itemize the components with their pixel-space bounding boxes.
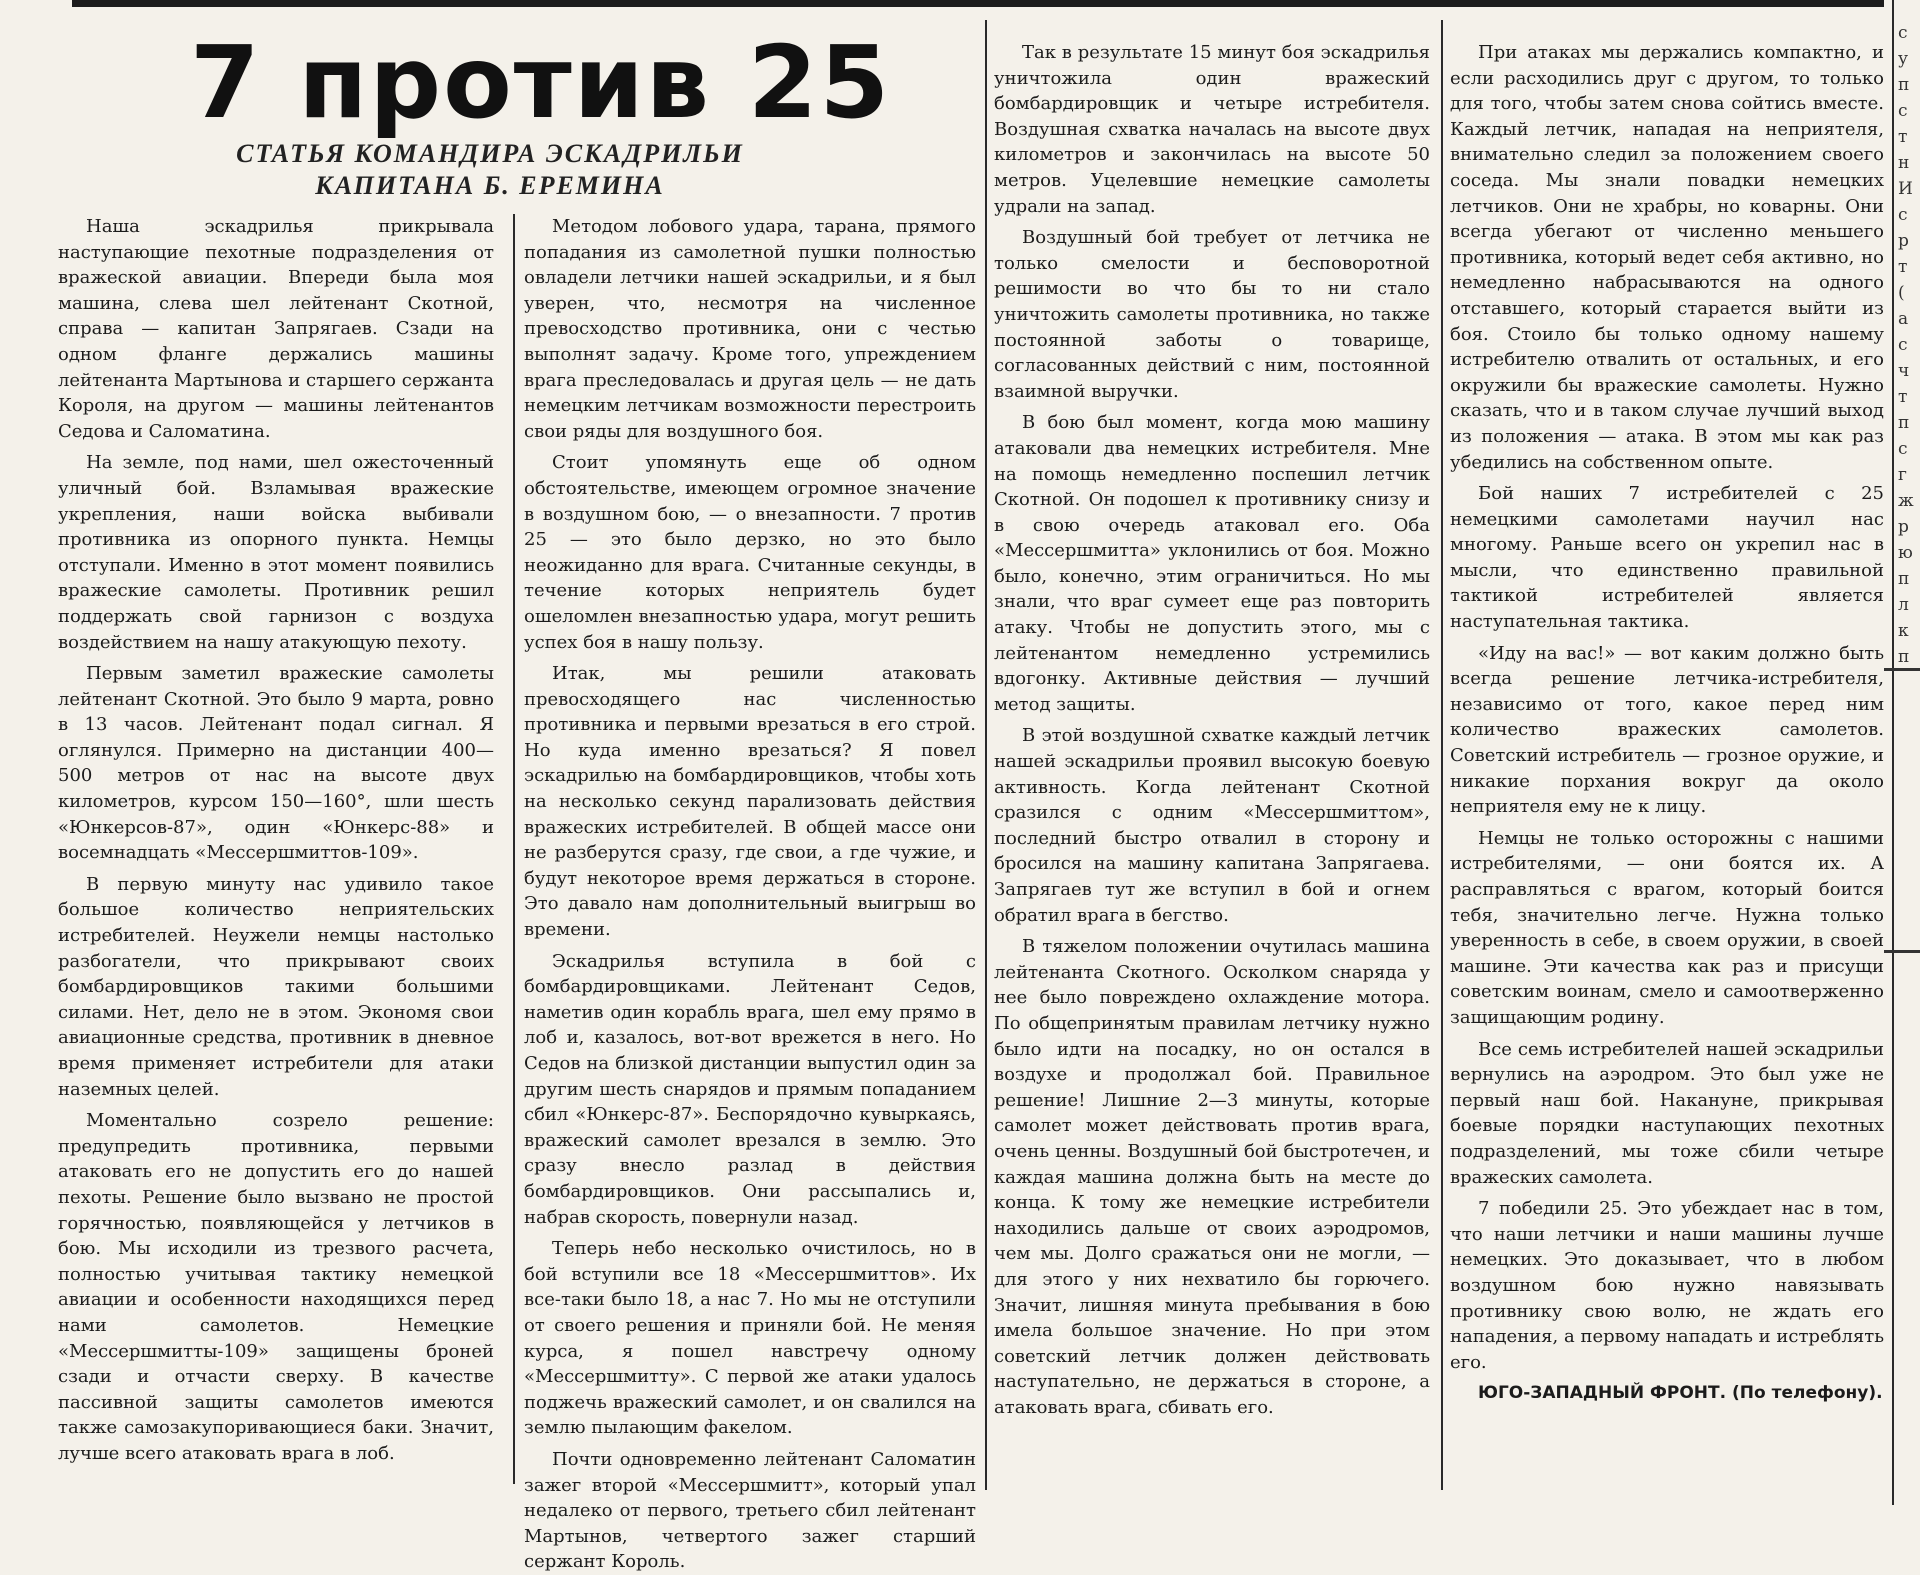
paragraph: Немцы не только осторожны с нашими истребителями, — они боятся их. А расправляться с врагом, который боится тебя, значительно легче. Нужна только уверенность в себе, в своем оружии, в своей машине. Эти качества как раз и присущи советским воинам, смело и самоотверженно защищающим родину. (1450, 827, 1884, 1028)
paragraph: 7 победили 25. Это убеждает нас в том, что наши летчики и наши машины лучше немецких. Это доказывает, что в любом воздушном бою нужно навязывать противнику свою волю, не ждать его нападения, а первому нападать и истреблять его. (1450, 1198, 1884, 1373)
paragraph: Воздушный бой требует от летчика не только смелости и бесповоротной решимости во что бы то ни стало уничтожить самолеты противника, но также постоянной заботы о товарище, согласованных действий с ним, постоянной взаимной выручки. (994, 227, 1430, 402)
column-rule (985, 20, 987, 1490)
edge-fragment-char: л (1898, 595, 1909, 615)
paragraph: «Иду на вас!» — вот каким должно быть всегда решение летчика-истребителя, независимо от того, какое перед ним количество вражеских самолетов. Советский истребитель — грозное оружие, и никакие порхания вокруг да около неприятеля ему не к лицу. (1450, 642, 1884, 818)
column-rule (1441, 20, 1443, 1490)
edge-fragment-char: р (1898, 231, 1909, 251)
paragraph: В первую минуту нас удивило такое большое количество неприятельских истребителей. Неужели немцы настолько разбогатели, что прикрывают своих бомбардировщиков такими большими силами. Нет, дело не в этом. Экономя свои авиационные средства, противник в дневное время применяет истребители для атаки наземных целей. (58, 873, 494, 1100)
paragraph: Эскадрилья вступила в бой с бомбардировщиками. Лейтенант Седов, наметив один корабль врага, шел ему прямо в лоб и, казалось, вот-вот врежется в него. Но Седов на близкой дистанции выпустил один за другим шесть снарядов и прямым попаданием сбил «Юнкерс-87». Беспорядочно кувыркаясь, вражеский самолет врезался в землю. Это сразу внесло разлад в действия бомбардировщиков. Они рассыпались и, набрав скорость, повернули назад. (524, 950, 976, 1228)
edge-fragment-char: п (1898, 75, 1910, 95)
paragraph: Итак, мы решили атаковать превосходящего нас численностью противника и первыми врезаться в его строй. Но куда именно врезаться? Я повел эскадрилью на бомбардировщиков, чтобы хоть на несколько секунд парализовать действия вражеских истребителей. В общей массе они не разберутся сразу, где свои, а где чужие, и будут некоторое время держаться в стороне. Это давало нам дополнительный выигрыш во времени. (524, 663, 976, 941)
edge-fragment-char: ю (1898, 543, 1913, 563)
article-column-1 (58, 214, 494, 1494)
paragraph: Методом лобового удара, тарана, прямого попадания из самолетной пушки полностью овладели летчики нашей эскадрильи, и я был уверен, что, несмотря на численное превосходство противника, они с честью выполнят задачу. Кроме того, упреждением врага преследовалась и другая цель — не дать немецким летчикам возможности перестроить свои ряды для воздушного боя. (524, 216, 976, 442)
paragraph: Все семь истребителей нашей эскадрильи вернулись на аэродром. Это был уже не первый наш бой. Накануне, прикрывая боевые порядки наступающих пехотных подразделений, мы тоже сбили четыре вражеских самолета. (1450, 1038, 1884, 1188)
byline-line-1: СТАТЬЯ КОМАНДИРА ЭСКАДРИЛЬИ (236, 139, 744, 168)
paragraph: Почти одновременно лейтенант Саломатин зажег второй «Мессершмитт», который упал недалеко от первого, третьего сбил лейтенант Мартынов, четвертого зажег старший сержант Король. (524, 1448, 976, 1573)
edge-fragment-char: п (1898, 569, 1910, 589)
edge-fragment-char: п (1898, 647, 1910, 667)
edge-fragment-char: п (1898, 413, 1910, 433)
paragraph: Первым заметил вражеские самолеты лейтенант Скотной. Это было 9 марта, ровно в 13 часов. Лейтенант подал сигнал. Я оглянулся. Примерно на дистанции 400—500 метров от нас на высоте двух километров, курсом 150—160°, шли шесть «Юнкерсов-87», один «Юнкерс-88» и восемнадцать «Мессершмиттов-109». (58, 663, 494, 864)
adjacent-article-fragment (1898, 20, 1920, 1500)
edge-fragment-char: И (1898, 179, 1913, 199)
page-edge-rule (1892, 0, 1894, 1505)
paragraph: Наша эскадрилья прикрывала наступающие пехотные подразделения от вражеской авиации. Впереди была моя машина, слева шел лейтенант Скотной, справа — капитан Запрягаев. Сзади на одном фланге держались машины лейтенанта Мартынова и старшего сержанта Короля, на другом — машины лейтенантов Седова и Саломатина. (58, 216, 494, 442)
headline: 7 против 25 (190, 24, 892, 141)
edge-fragment-char: с (1898, 101, 1908, 121)
edge-fragment-char: к (1898, 621, 1909, 641)
paragraph: В этой воздушной схватке каждый летчик нашей эскадрильи проявил высокую боевую активность. Когда лейтенант Скотной сразился с одним «Мессершмиттом», последний быстро отвалил в сторону и бросился на машину капитана Запрягаева. Запрягаев тут же вступил в бой и огнем обратил врага в бегство. (994, 725, 1430, 926)
byline-line-2: КАПИТАНА Б. ЕРЕМИНА (315, 171, 665, 200)
edge-fragment-char: н (1898, 153, 1910, 173)
edge-fragment-char: ж (1898, 491, 1914, 511)
paragraph: Моментально созрело решение: предупредить противника, первыми атаковать его не допустить его до нашей пехоты. Решение было вызвано не простой горячностью, появляющейся у летчиков в бою. Мы исходили из трезвого расчета, полностью учитывая тактику немецкой авиации и особенности находящихся перед нами самолетов. Немецкие «Мессершмитты-109» защищены броней сзади и отчасти сверху. В качестве пассивной защиты самолетов имеются также самозакупоривающиеся баки. Значит, лучше всего атаковать врага в лоб. (58, 1110, 494, 1464)
edge-fragment-char: с (1898, 439, 1908, 459)
paragraph: При атаках мы держались компактно, и если расходились друг с другом, то только для того, чтобы затем снова сойтись вместе. Каждый летчик, нападая на неприятеля, внимательно следил за положением своего соседа. Мы знали повадки немецких летчиков. Они не храбры, но коварны. Они всегда убегают от численно меньшего противника, который ведет себя активно, но немедленно набрасываются на одного отставшего, который старается выйти из боя. Стоило бы только одному нашему истребителю отвалить от остальных, и его окружили бы вражеские самолеты. Нужно сказать, что и в таком случае лучший выход из положения — атака. В этом мы как раз убедились на собственном опыте. (1450, 42, 1884, 473)
edge-fragment-char: с (1898, 335, 1908, 355)
edge-fragment-char: т (1898, 387, 1908, 407)
edge-fragment-char: у (1898, 49, 1909, 69)
column-rule (513, 214, 515, 1484)
paragraph: На земле, под нами, шел ожесточенный уличный бой. Взламывая вражеские укрепления, наши войска выбивали противника из опорного пункта. Немцы отступали. Именно в этот момент появились вражеские самолеты. Противник решил поддержать свой гарнизон с воздуха воздействием на нашу атакующую пехоту. (58, 452, 494, 653)
edge-fragment-char: г (1898, 465, 1907, 485)
edge-fragment-char: т (1898, 127, 1908, 147)
edge-fragment-char: ч (1898, 361, 1910, 381)
article-column-2 (524, 214, 976, 1573)
edge-fragment-char: с (1898, 205, 1908, 225)
edge-fragment-char: а (1898, 309, 1909, 329)
paragraph: Бой наших 7 истребителей с 25 немецкими самолетами научил нас многому. Раньше всего он укрепил нас в мысли, что единственно правильной тактикой истребителей является наступательная тактика. (1450, 483, 1884, 633)
paragraph: В тяжелом положении очутилась машина лейтенанта Скотного. Осколком снаряда у нее было повреждено охлаждение мотора. По общепринятым правилам летчику нужно было идти на посадку, но он остался в воздухе и продолжал бой. Правильное решение! Лишние 2—3 минуты, которые самолет может действовать против врага, очень ценны. Воздушный бой быстротечен, и каждая машина должна быть на месте до конца. К тому же немецкие истребители находились дальше от своих аэродромов, чем мы. Долго сражаться они не могли, — для этого у них нехватило бы горючего. Значит, лишняя минута пребывания в бою имела большое значение. Но при этом советский летчик должен действовать наступательно, не держаться в стороне, а атаковать врага, сбивать его. (994, 936, 1430, 1418)
edge-fragment-char: с (1898, 23, 1908, 43)
paragraph: В бою был момент, когда мою машину атаковали два немецких истребителя. Мне на помощь немедленно поспешил летчик Скотной. Он подошел к противнику снизу и в свою очередь атаковал его. Оба «Мессершмитта» уклонились от боя. Можно было, конечно, этим ограничиться. Но мы знали, что враг сумеет еще раз повторить атаку. Чтобы не допустить этого, мы с лейтенантом немедленно устремились вдогонку. Активные действия — лучший метод защиты. (994, 412, 1430, 715)
dateline-signoff: ЮГО-ЗАПАДНЫЙ ФРОНТ. (По телефону). (1478, 1383, 1883, 1404)
article-column-4 (1450, 40, 1884, 1495)
top-border-rule (72, 0, 1884, 7)
paragraph: Стоит упомянуть еще об одном обстоятельстве, имеющем огромное значение в воздушном бою, — о внезапности. 7 против 25 — это было дерзко, но это было неожиданно для врага. Считанные секунды, в течение которых неприятель будет ошеломлен внезапностью удара, могут решить успех боя в нашу пользу. (524, 452, 976, 653)
edge-fragment-char: р (1898, 517, 1909, 537)
article-column-3 (994, 40, 1430, 1495)
edge-fragment-char: т (1898, 257, 1908, 277)
paragraph: Теперь небо несколько очистилось, но в бой вступили все 18 «Мессершмиттов». Их все-таки было 18, а нас 7. Но мы не отступили от своего решения и приняли бой. Не меняя курса, я пошел навстречу одному «Мессершмитту». С первой же атаки удалось поджечь вражеский самолет, и он свалился на землю пылающим факелом. (524, 1238, 976, 1439)
edge-fragment-char: ( (1898, 283, 1905, 303)
paragraph: Так в результате 15 минут боя эскадрилья уничтожила один вражеский бомбардировщик и четыре истребителя. Воздушная схватка началась на высоте двух километров и закончилась на высоте 50 метров. Уцелевшие немецкие самолеты удрали на запад. (994, 42, 1430, 217)
